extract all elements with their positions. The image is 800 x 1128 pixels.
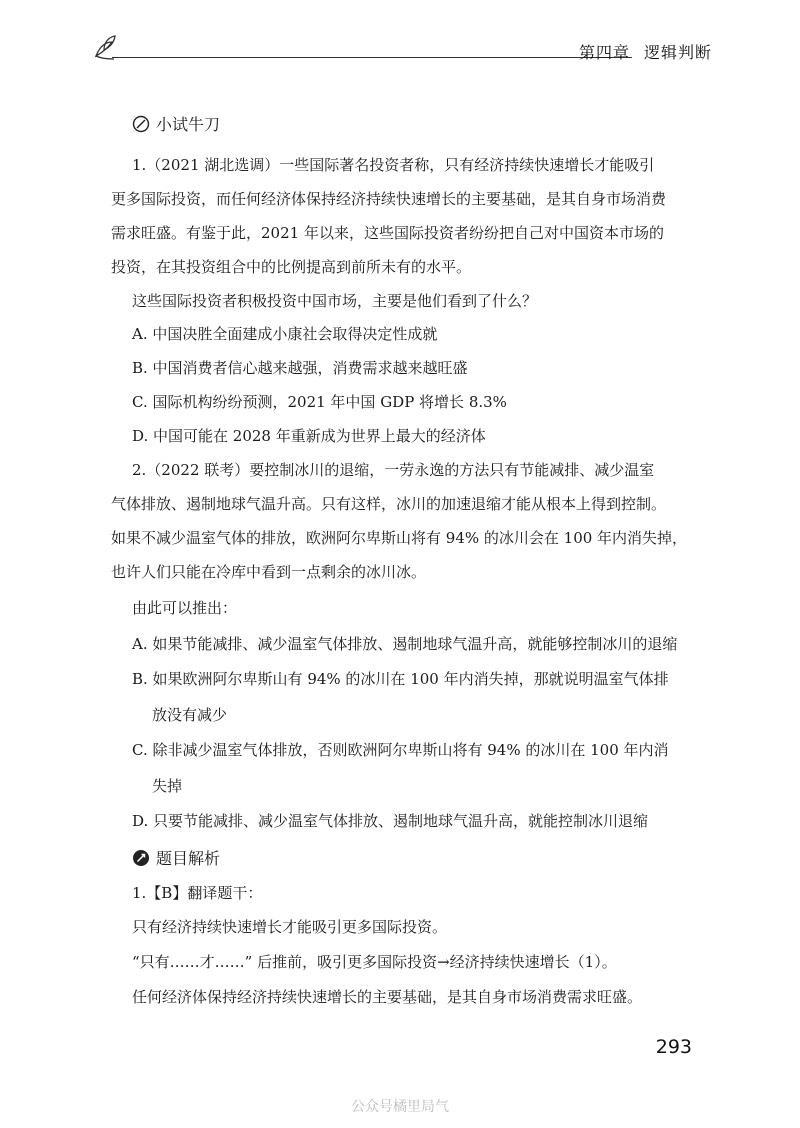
watermark: 公众号橘里局气	[351, 1099, 449, 1115]
pencil-circle-icon	[132, 115, 150, 133]
q2-option-b: B. 如果欧洲阿尔卑斯山有 94% 的冰川在 100 年内消失掉，那就说明温室气体排	[132, 670, 669, 688]
chapter-heading	[579, 40, 712, 63]
q1-option-a: A. 中国决胜全面建成小康社会取得决定性成就	[132, 325, 438, 343]
analysis-line: 任何经济体保持经济持续快速增长的主要基础，是其自身市场消费需求旺盛。	[132, 988, 643, 1006]
q1-stem-line: 1.（2021 湖北选调）一些国际著名投资者称，只有经济持续快速增长才能吸引	[132, 156, 655, 174]
chapter-number: 第四章	[578, 43, 630, 62]
q2-option-b-continued: 放没有减少	[152, 706, 228, 724]
q1-stem-line: 更多国际投资，而任何经济体保持经济持续快速增长的主要基础，是其自身市场消费	[111, 190, 667, 208]
q1-option-b: B. 中国消费者信心越来越强，消费需求越来越旺盛	[132, 359, 468, 377]
analysis-line: “只有……才……” 后推前，吸引更多国际投资→经济持续快速增长（1）。	[132, 953, 617, 971]
q2-stem-line: 也许人们只能在冷库中看到一点剩余的冰川冰。	[111, 563, 427, 581]
chapter-title: 逻辑判断	[643, 43, 712, 62]
q1-question: 这些国际投资者积极投资中国市场，主要是他们看到了什么？	[132, 292, 538, 310]
q2-stem-line: 气体排放、遏制地球气温升高。只有这样，冰川的加速退缩才能从根本上得到控制。	[111, 495, 667, 513]
q1-stem-line: 投资，在其投资组合中的比例提高到前所未有的水平。	[111, 258, 472, 276]
q2-question: 由此可以推出：	[132, 599, 238, 617]
header-rule	[112, 57, 632, 58]
analysis-line: 1.【B】翻译题干：	[132, 884, 263, 902]
running-header	[92, 30, 712, 70]
q2-stem-line: 如果不减少温室气体的排放，欧洲阿尔卑斯山将有 94% 的冰川会在 100 年内消失掉，	[111, 529, 688, 547]
analysis-line: 只有经济持续快速增长才能吸引更多国际投资。	[132, 918, 448, 936]
q1-stem-line: 需求旺盛。有鉴于此，2021 年以来，这些国际投资者纷纷把自己对中国资本市场的	[111, 224, 664, 242]
q2-option-a: A. 如果节能减排、减少温室气体排放、遏制地球气温升高，就能够控制冰川的退缩	[132, 635, 678, 653]
q2-option-c-continued: 失掉	[152, 777, 183, 795]
q2-option-d: D. 只要节能减排、减少温室气体排放、遏制地球气温升高，就能控制冰川退缩	[132, 812, 649, 830]
q2-stem-line: 2.（2022 联考）要控制冰川的退缩，一劳永逸的方法只有节能减排、减少温室	[132, 461, 655, 479]
section-title-analysis: 题目解析	[132, 849, 220, 869]
section-title-practice: 小试牛刀	[132, 115, 220, 135]
page-number: 293	[655, 1036, 692, 1058]
analysis-badge-icon	[132, 849, 150, 867]
q1-option-c: C. 国际机构纷纷预测，2021 年中国 GDP 将增长 8.3%	[132, 393, 507, 411]
q2-option-c: C. 除非减少温室气体排放，否则欧洲阿尔卑斯山将有 94% 的冰川在 100 年内消	[132, 741, 669, 759]
q1-option-d: D. 中国可能在 2028 年重新成为世界上最大的经济体	[132, 427, 486, 445]
